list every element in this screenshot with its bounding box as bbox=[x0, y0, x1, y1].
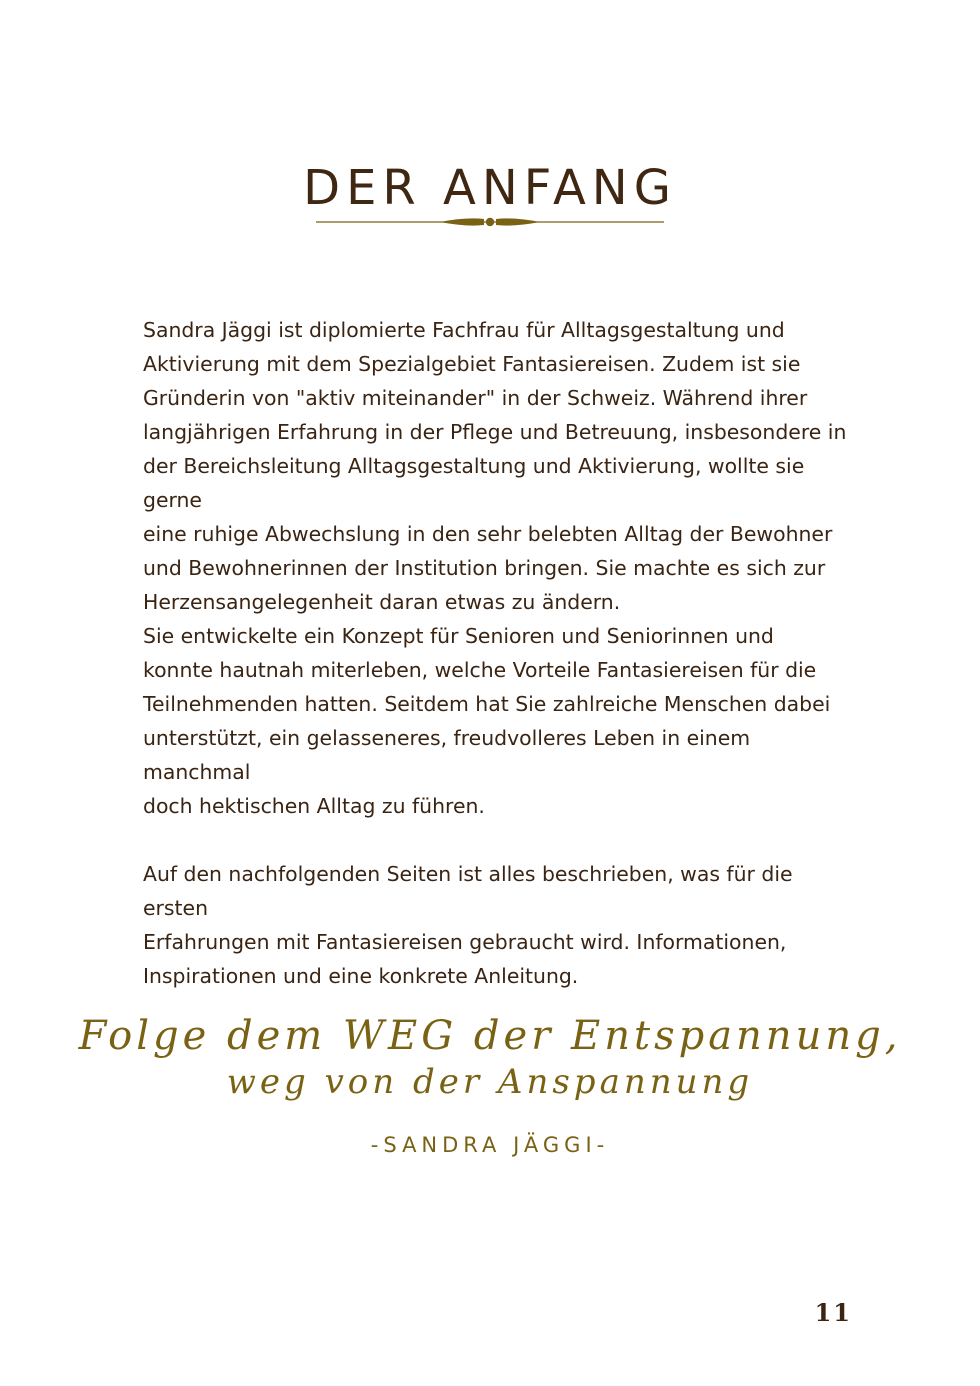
quote-author: -SANDRA JÄGGI- bbox=[370, 1133, 610, 1157]
quote-block bbox=[0, 1012, 980, 1104]
title-divider-ornament bbox=[316, 212, 664, 232]
page-title: DER ANFANG bbox=[303, 160, 677, 216]
intro-paragraph: Sandra Jäggi ist diplomierte Fachfrau für Alltagsgestaltung und Aktivierung mit dem Spezialgebiet Fantasiereisen. Zudem ist sie Gründerin von "aktiv miteinander" in der Schweiz. Während ihrer langjährigen Erfahrung in der Pflege und Betreuung, insbesondere in der Bereichsleitung Alltagsgestaltung und Aktivierung, wollte sie gerne eine ruhige Abwechslung in den sehr belebten Alltag der Bewohner und Bewohnerinnen der Institution bringen. Sie machte es sich zur Herzensangelegenheit daran etwas zu ändern. Sie entwickelte ein Konzept für Senioren und Seniorinnen und konnte hautnah miterleben, welche Vorteile Fantasiereisen für die Teilnehmenden hatten. Seitdem hat Sie zahlreiche Menschen dabei unterstützt, ein gelasseneres, freudvolleres Leben in einem manchmal doch hektischen Alltag zu führen. bbox=[143, 318, 847, 818]
body-text bbox=[143, 313, 855, 993]
page-number: 11 bbox=[814, 1298, 852, 1327]
closing-paragraph: Auf den nachfolgenden Seiten ist alles beschrieben, was für die ersten Erfahrungen mit Fantasiereisen gebraucht wird. Informationen, Inspirationen und eine konkrete Anleitung. bbox=[143, 862, 793, 988]
quote-line-1: Folge dem WEG der Entspannung, bbox=[78, 1013, 902, 1059]
quote-line-2: weg von der Anspannung bbox=[226, 1062, 754, 1102]
